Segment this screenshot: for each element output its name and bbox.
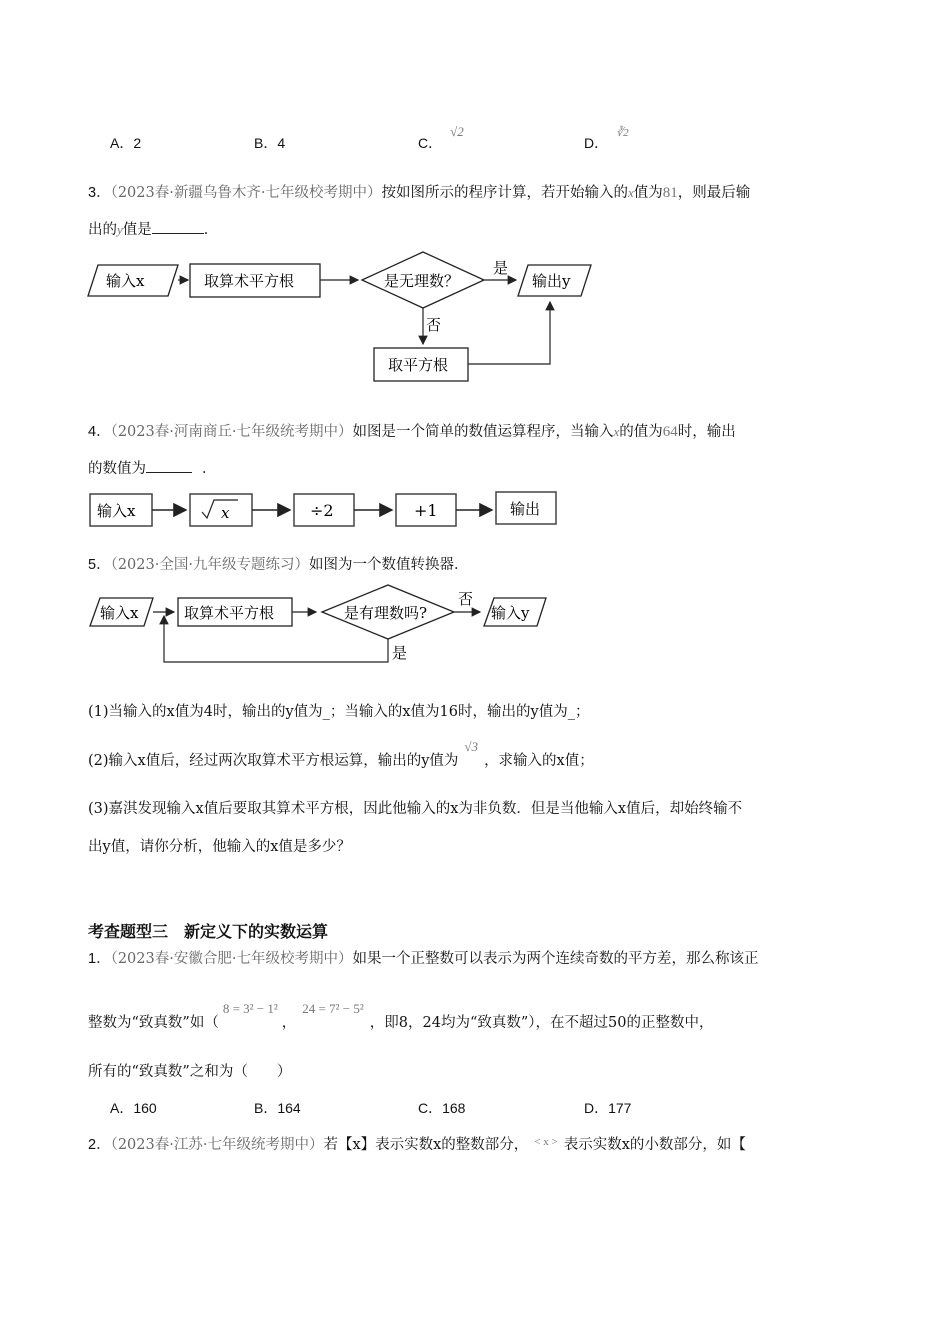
q4-div-label: ÷2 (310, 501, 334, 520)
s1-option-c: C．168 (418, 1100, 466, 1116)
q4-flowchart (86, 488, 566, 530)
q5-part1: (1)当输入的x值为4时，输出的y值为_；当输入的x值为16时，输出的y值为_； (88, 704, 590, 720)
s1-line2: 整数为“致真数”如（8 = 3² − 1²，24 = 7² − 5²，即8，24均为“致真数”），在不超过50的正整数中， (88, 1001, 714, 1031)
option-c: C．√2 (418, 124, 464, 151)
q3-line1: 3．（2023春·新疆乌鲁木齐·七年级校考期中）按如图所示的程序计算，若开始输入的x值为81，则最后输 (88, 185, 751, 201)
q5-part3-line2: 出y值，请你分析，他输入的x值是多少？ (88, 839, 351, 855)
q3-line2: 出的y值是 ． (88, 222, 219, 238)
s1-option-a: A．160 (110, 1100, 157, 1116)
q4-input-label: 输入x (97, 502, 136, 520)
q3-diamond-label: 是无理数？ (384, 272, 460, 290)
option-d: D．$^{∛2}$ (584, 127, 629, 151)
s2-line1: 2．（2023春·江苏·七年级统考期中）若【x】表示实数x的整数部分， $^{< x >}$ 表示实数x的小数部分，如【 (88, 1136, 746, 1153)
q3-input-label: 输入x (106, 272, 145, 290)
q3-box2-label: 取平方根 (388, 356, 449, 374)
q5-output-label: 输入y (491, 604, 530, 622)
q3-no-label: 否 (426, 316, 442, 334)
q5-box1-label: 取算术平方根 (184, 604, 275, 622)
q4-plus-label: +1 (414, 501, 438, 520)
q4-output-label: 输出 (510, 500, 541, 518)
s1-option-d: D．177 (584, 1100, 632, 1116)
q4-sqrt-label: x (221, 504, 230, 522)
q4-line1: 4．（2023春·河南商丘·七年级统考期中）如图是一个简单的数值运算程序，当输入x的值为64时，输出 (88, 424, 736, 440)
q3-box1-label: 取算术平方根 (204, 272, 295, 290)
q4-line2: 的数值为 ． (88, 461, 217, 477)
q5-part3-line1: (3)嘉淇发现输入x值后要取其算术平方根，因此他输入的x为非负数．但是当他输入x值后，却始终输不 (88, 801, 743, 817)
q5-line1: 5．（2023·全国·九年级专题练习）如图为一个数值转换器． (88, 557, 469, 573)
q5-part2: (2)输入x值后，经过两次取算术平方根运算，输出的y值为√3，求输入的x值； (88, 739, 594, 769)
q5-input-label: 输入x (100, 604, 139, 622)
q3-yes-label: 是 (493, 259, 509, 277)
q3-flowchart (86, 248, 606, 388)
s1-line1: 1．（2023春·安徽合肥·七年级校考期中）如果一个正整数可以表示为两个连续奇数的平方差，那么称该正 (88, 951, 759, 967)
q5-yes-label: 是 (392, 644, 408, 662)
q5-no-label: 否 (458, 590, 474, 608)
s1-option-b: B．164 (254, 1100, 301, 1116)
q3-output-label: 输出y (532, 272, 571, 290)
q5-diamond-label: 是有理数吗? (344, 604, 428, 622)
q5-flowchart (86, 582, 556, 666)
option-b: B．4 (254, 135, 286, 151)
s1-line3: 所有的“致真数”之和为（ ） (88, 1064, 292, 1080)
section-title: 考查题型三 新定义下的实数运算 (88, 924, 329, 941)
option-a: A．2 (110, 135, 142, 151)
